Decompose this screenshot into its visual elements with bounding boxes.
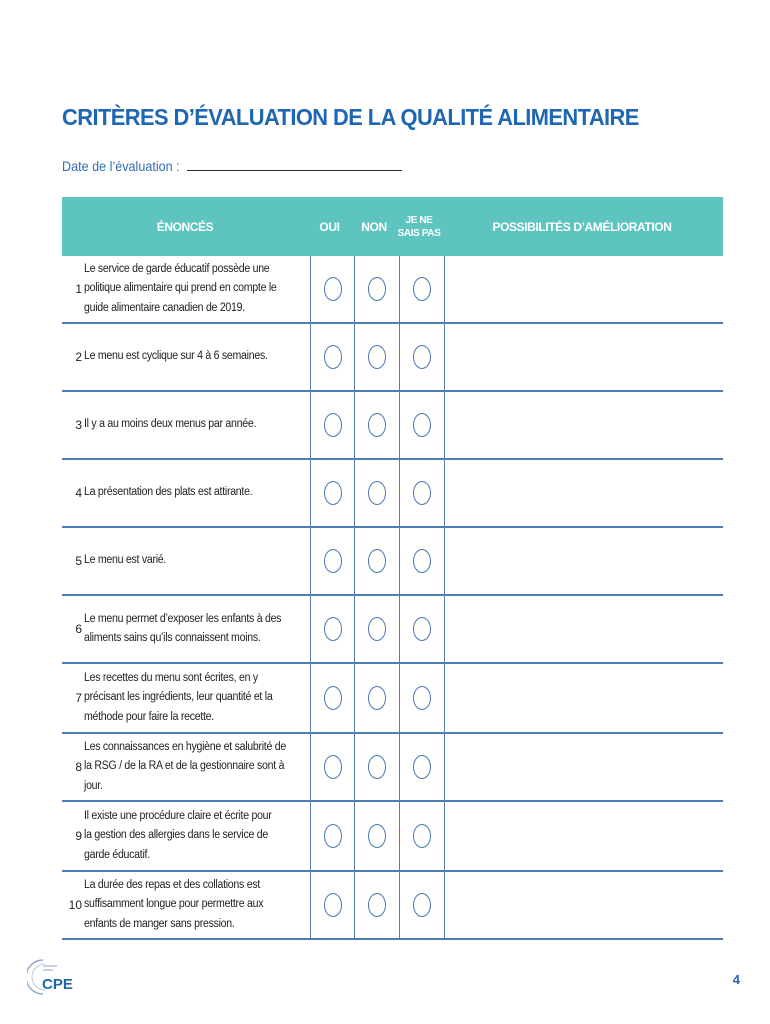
radio-je-ne-sais-pas[interactable]: [413, 824, 431, 848]
radio-oui[interactable]: [324, 549, 342, 573]
row-statement: Les recettes du menu sont écrites, en y précisant les ingrédients, leur quantité et la méthode pour faire la recette.: [84, 671, 273, 723]
row-statement: Il y a au moins deux menus par année.: [84, 418, 257, 431]
row-statement: La durée des repas et des collations est suffisamment longue pour permettre aux enfants de manger sans pression.: [84, 878, 264, 930]
row-statement: Le menu est varié.: [84, 554, 167, 567]
radio-oui[interactable]: [324, 755, 342, 779]
table-row: [62, 392, 723, 460]
table-row: [62, 664, 723, 734]
radio-non[interactable]: [368, 686, 386, 710]
radio-non[interactable]: [368, 549, 386, 573]
radio-oui[interactable]: [324, 686, 342, 710]
table-row: [62, 460, 723, 528]
row-number: 2: [75, 350, 82, 364]
radio-non[interactable]: [368, 277, 386, 301]
table-row: [62, 596, 723, 664]
improvement-field[interactable]: [444, 528, 723, 594]
radio-non[interactable]: [368, 345, 386, 369]
row-number: 5: [75, 554, 82, 568]
improvement-field[interactable]: [444, 596, 723, 662]
table-row: [62, 528, 723, 596]
row-number: 6: [75, 622, 82, 636]
row-statement: Le menu permet d’exposer les enfants à des aliments sains qu’ils connaissent moins.: [84, 612, 282, 644]
radio-oui[interactable]: [324, 277, 342, 301]
row-number: 1: [75, 282, 82, 296]
row-number: 10: [68, 898, 82, 912]
radio-je-ne-sais-pas[interactable]: [413, 413, 431, 437]
radio-je-ne-sais-pas[interactable]: [413, 345, 431, 369]
table-row: [62, 734, 723, 802]
header-oui: OUI: [319, 219, 340, 234]
radio-non[interactable]: [368, 893, 386, 917]
improvement-field[interactable]: [444, 256, 723, 322]
radio-je-ne-sais-pas[interactable]: [413, 549, 431, 573]
evaluation-date-field: [62, 158, 402, 174]
improvement-field[interactable]: [444, 802, 723, 870]
radio-oui[interactable]: [324, 617, 342, 641]
row-statement: Le menu est cyclique sur 4 à 6 semaines.: [84, 350, 268, 363]
radio-oui[interactable]: [324, 413, 342, 437]
radio-oui[interactable]: [324, 893, 342, 917]
radio-je-ne-sais-pas[interactable]: [413, 893, 431, 917]
page-title: CRITÈRES D’ÉVALUATION DE LA QUALITÉ ALIMENTAIRE: [62, 104, 639, 130]
row-statement: Les connaissances en hygiène et salubrité de la RSG / de la RA et de la gestionnaire sont à jour.: [84, 740, 286, 792]
table-row: [62, 802, 723, 872]
page-number: 4: [732, 972, 740, 987]
radio-je-ne-sais-pas[interactable]: [413, 686, 431, 710]
header-je-ne-sais-pas: JE NE SAIS PAS: [397, 214, 441, 239]
date-input-line[interactable]: [187, 169, 402, 171]
radio-oui[interactable]: [324, 824, 342, 848]
improvement-field[interactable]: [444, 664, 723, 732]
improvement-field[interactable]: [444, 734, 723, 800]
improvement-field[interactable]: [444, 392, 723, 458]
improvement-field[interactable]: [444, 460, 723, 526]
table-row: [62, 324, 723, 392]
radio-oui[interactable]: [324, 481, 342, 505]
row-number: 9: [75, 829, 82, 843]
radio-je-ne-sais-pas[interactable]: [413, 755, 431, 779]
improvement-field[interactable]: [444, 872, 723, 938]
header-non: NON: [361, 219, 387, 234]
header-enonces: ÉNONCÉS: [156, 219, 214, 234]
radio-non[interactable]: [368, 481, 386, 505]
radio-non[interactable]: [368, 755, 386, 779]
radio-non[interactable]: [368, 413, 386, 437]
row-number: 4: [75, 486, 82, 500]
radio-non[interactable]: [368, 824, 386, 848]
row-statement: La présentation des plats est attirante.: [84, 486, 253, 499]
evaluation-table: [62, 197, 723, 940]
date-label: Date de l’évaluation :: [62, 158, 180, 174]
row-number: 7: [75, 691, 82, 705]
header-possibilites: POSSIBILITÉS D’AMÉLIORATION: [492, 219, 672, 234]
row-number: 3: [75, 418, 82, 432]
radio-je-ne-sais-pas[interactable]: [413, 617, 431, 641]
radio-oui[interactable]: [324, 345, 342, 369]
radio-non[interactable]: [368, 617, 386, 641]
row-number: 8: [75, 760, 82, 774]
row-statement: Il existe une procédure claire et écrite pour la gestion des allergies dans le service de garde éducatif.: [84, 809, 272, 861]
radio-je-ne-sais-pas[interactable]: [413, 277, 431, 301]
radio-je-ne-sais-pas[interactable]: [413, 481, 431, 505]
improvement-field[interactable]: [444, 324, 723, 390]
logo-text: CPE: [42, 976, 73, 993]
cpe-logo: [27, 956, 73, 996]
table-header: [62, 197, 723, 256]
row-statement: Le service de garde éducatif possède une politique alimentaire qui prend en compte le guide alimentaire canadien de 2019.: [84, 262, 277, 314]
table-row: [62, 872, 723, 940]
table-row: [62, 256, 723, 324]
